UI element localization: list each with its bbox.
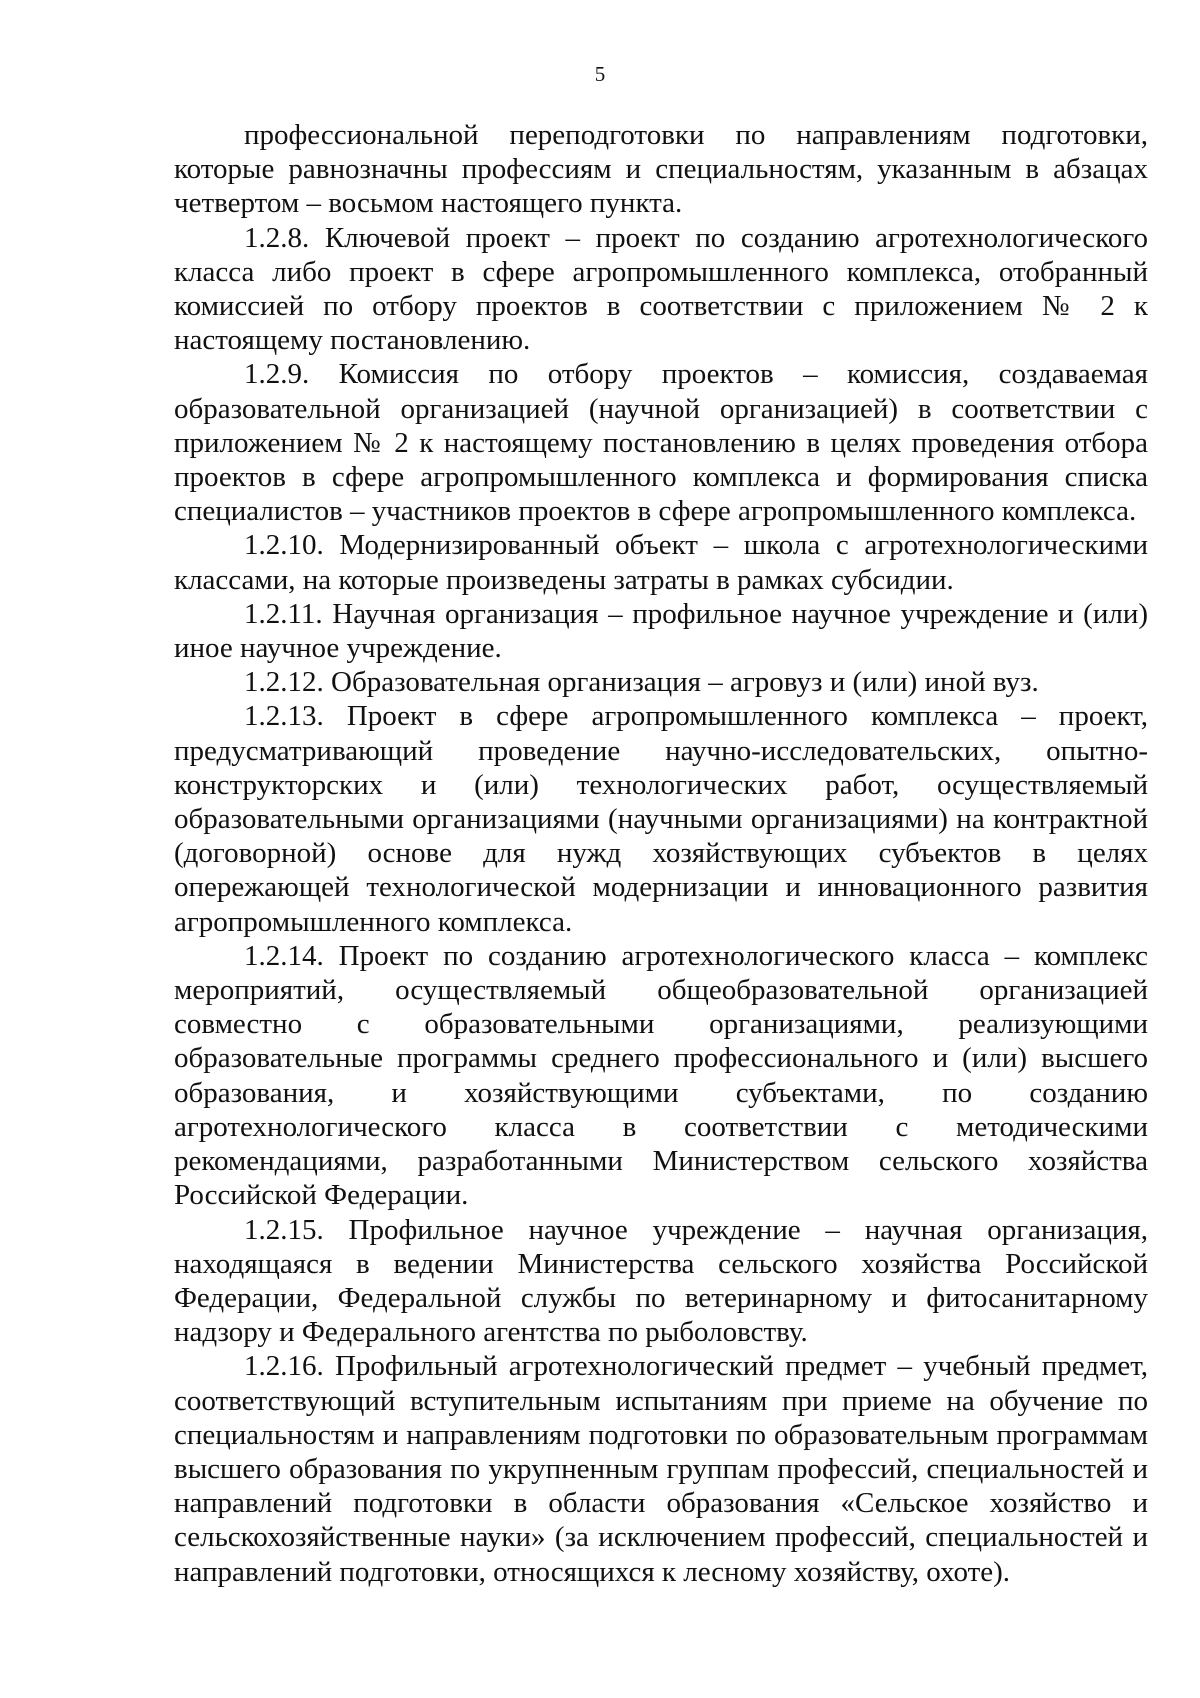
paragraph-text: Профильный агротехнологический предмет – учебный предмет, соответствующий вступительным испытаниям при приеме на обучение по специальностям и направлениям подготовки по образовательным программам высшего образования по укрупненным группам профессий, специальностей и направлений подготовки в области образования «Сельское хозяйство и сельскохозяйственные науки» (за исключением профессий, специальностей и направлений подготовки, относящихся к лесному хозяйству, охоте). — [174, 1350, 1148, 1588]
clause-number: 1.2.14. — [244, 939, 324, 972]
clause-number: 1.2.15. — [244, 1213, 324, 1246]
clause-number: 1.2.9. — [244, 358, 310, 391]
paragraph-text: Образовательная организация – агровуз и (или) иной вуз. — [331, 666, 1039, 699]
paragraph-1-2-8 — [174, 221, 1148, 358]
clause-number: 1.2.8. — [244, 221, 310, 254]
paragraph-continuation — [174, 118, 1148, 221]
paragraph-text: профессиональной переподготовки по направлениям подготовки, которые равнозначны профессиям и специальностям, указанным в абзацах четвертом – восьмом настоящего пункта. — [174, 119, 1148, 220]
clause-number: 1.2.13. — [244, 700, 324, 733]
paragraph-1-2-13 — [174, 699, 1148, 938]
paragraph-text: Проект в сфере агропромышленного комплекса – проект, предусматривающий проведение научно-исследовательских, опытно-конструкторских и (или) технологических работ, осуществляемый образовательными организациями (научными организациями) на контрактной (договорной) основе для нужд хозяйствующих субъектов в целях опережающей технологической модернизации и инновационного развития агропромышленного комплекса. — [174, 700, 1149, 938]
paragraph-1-2-15 — [174, 1213, 1148, 1350]
clause-number: 1.2.16. — [244, 1350, 324, 1383]
page-number: 5 — [594, 62, 606, 86]
paragraph-text: Комиссия по отбору проектов – комиссия, создаваемая образовательной организацией (научной организацией) в соответствии с приложением № 2 к настоящему постановлению в целях проведения отбора проектов в сфере агропромышленного комплекса и формирования списка специалистов – участников проектов в сфере агропромышленного комплекса. — [174, 358, 1149, 528]
paragraph-1-2-11 — [174, 597, 1148, 665]
paragraph-1-2-14 — [174, 939, 1148, 1213]
paragraph-1-2-10 — [174, 528, 1148, 596]
paragraph-text: Модернизированный объект – школа с агротехнологическими классами, на которые произведены затраты в рамках субсидии. — [174, 529, 1148, 596]
document-body — [174, 118, 1148, 1589]
paragraph-1-2-9 — [174, 357, 1148, 528]
paragraph-text: Ключевой проект – проект по созданию агротехнологического класса либо проект в сфере агропромышленного комплекса, отобранный комиссией по отбору проектов в соответствии с приложением № 2 к настоящему постановлению. — [174, 221, 1148, 357]
paragraph-text: Проект по созданию агротехнологического класса – комплекс мероприятий, осуществляемый общеобразовательной организацией совместно с образовательными организациями, реализующими образовательные программы среднего профессионального и (или) высшего образования, и хозяйствующими субъектами, по созданию агротехнологического класса в соответствии с методическими рекомендациями, разработанными Министерством сельского хозяйства Российской Федерации. — [174, 939, 1149, 1212]
paragraph-1-2-16 — [174, 1349, 1148, 1588]
paragraph-1-2-12 — [174, 665, 1148, 699]
clause-number: 1.2.12. — [244, 666, 324, 699]
paragraph-text: Профильное научное учреждение – научная организация, находящаяся в ведении Министерства сельского хозяйства Российской Федерации, Федеральной службы по ветеринарному и фитосанитарному надзору и Федерального агентства по рыболовству. — [174, 1213, 1148, 1349]
clause-number: 1.2.11. — [244, 597, 323, 630]
paragraph-text: Научная организация – профильное научное учреждение и (или) иное научное учреждение. — [174, 597, 1148, 665]
clause-number: 1.2.10. — [244, 529, 324, 562]
